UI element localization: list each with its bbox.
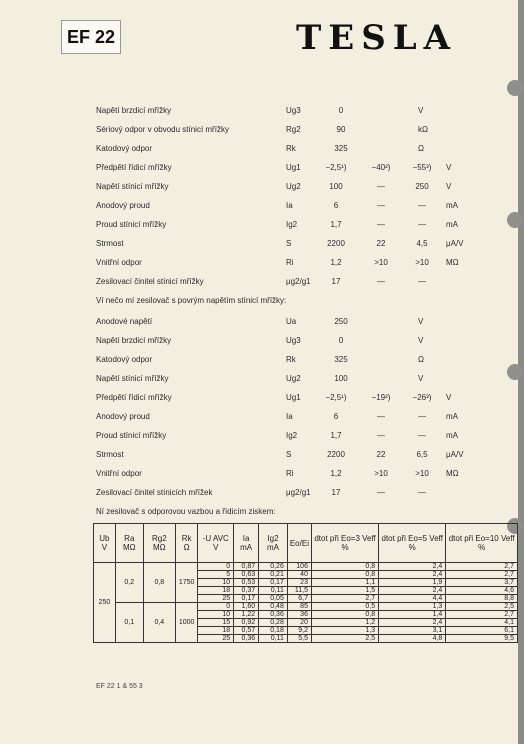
table-cell: 1,5	[311, 587, 378, 595]
parameter-value: >10	[374, 258, 388, 267]
table-cell: 0,48	[259, 603, 288, 611]
parameter-value: 90	[336, 125, 346, 134]
parameter-symbol: μg2/g1	[286, 488, 311, 497]
parameter-value: 1,7	[330, 431, 342, 440]
parameter-value: 22	[376, 450, 386, 459]
table-cell: 3,7	[446, 579, 518, 587]
parameter-value: 4,5	[416, 239, 428, 248]
punch-hole	[507, 364, 523, 380]
parameter-value: −2,5¹)	[325, 163, 347, 172]
table-header-cell: Eo/Ei	[287, 524, 311, 563]
parameter-label: Proud stínicí mřížky	[96, 431, 167, 440]
table-cell: 2,5	[446, 603, 518, 611]
parameter-value: 6,5	[416, 450, 428, 459]
table-cell: 4,4	[379, 595, 446, 603]
table-cell: 18	[198, 627, 234, 635]
parameter-symbol: μg2/g1	[286, 277, 311, 286]
table-cell: 0,21	[259, 571, 288, 579]
parameter-value: −40²)	[371, 163, 391, 172]
table-row	[94, 603, 518, 611]
parameter-unit: V	[418, 317, 424, 326]
table-cell: 85	[287, 603, 311, 611]
table-cell: 0,37	[234, 587, 259, 595]
parameter-label: Anodový proud	[96, 201, 150, 210]
table-cell: 1,1	[311, 579, 378, 587]
table-header-cell: Ia mA	[234, 524, 259, 563]
parameter-unit: V	[418, 374, 424, 383]
parameter-value: −19²)	[371, 393, 391, 402]
parameter-unit: mA	[446, 220, 458, 229]
table-cell: 0,17	[234, 595, 259, 603]
table-header-cell: Rg2 MΩ	[143, 524, 175, 563]
parameter-unit: μA/V	[446, 450, 464, 459]
parameter-value: 17	[331, 488, 341, 497]
brand-logo: TESLA	[296, 18, 458, 58]
parameter-label: Sériový odpor v obvodu stínicí mřížky	[96, 125, 229, 134]
table-cell: 0,17	[259, 579, 288, 587]
parameter-label: Vnitřní odpor	[96, 469, 142, 478]
table-cell: 0,57	[234, 627, 259, 635]
model-label: EF 22	[61, 20, 121, 54]
table-cell: 4,1	[446, 619, 518, 627]
table-cell: 6,1	[446, 627, 518, 635]
table-cell: 0,8	[311, 611, 378, 619]
table-cell: 6,7	[287, 595, 311, 603]
parameter-value: −55³)	[412, 163, 432, 172]
parameter-unit: MΩ	[446, 258, 459, 267]
table-cell: 40	[287, 571, 311, 579]
parameter-value: 1,2	[330, 258, 342, 267]
parameter-symbol: Rk	[286, 355, 296, 364]
parameter-value: 2200	[327, 450, 345, 459]
parameter-label: Vnitřní odpor	[96, 258, 142, 267]
table-cell: 2,5	[311, 635, 378, 643]
parameter-value: 325	[334, 144, 348, 153]
table-cell: 15	[198, 619, 234, 627]
parameter-label: Napětí brzdicí mřížky	[96, 106, 172, 115]
table-cell: 2,4	[379, 571, 446, 579]
table-cell: 106	[287, 563, 311, 571]
table-cell: 18	[198, 587, 234, 595]
parameter-label: Napětí stínicí mřížky	[96, 374, 169, 383]
rk-cell: 1750	[175, 563, 198, 603]
parameter-symbol: Rg2	[286, 125, 301, 134]
rg2-cell: 0,8	[143, 563, 175, 603]
parameter-value: —	[377, 201, 385, 210]
table-cell: 1,2	[311, 619, 378, 627]
table-cell: 1,60	[234, 603, 259, 611]
parameter-value: —	[377, 182, 385, 191]
section-3-title: Ní zesilovač s odporovou vazbou a řídicím ziskem:	[96, 507, 276, 516]
table-cell: 0,36	[234, 635, 259, 643]
table-cell: 0,11	[259, 587, 288, 595]
table-cell: 9,5	[446, 635, 518, 643]
footer-code: EF 22 1 & 55 3	[96, 683, 143, 690]
table-header-cell: Ra MΩ	[115, 524, 143, 563]
parameter-unit: mA	[446, 201, 458, 210]
parameter-symbol: Ug3	[286, 336, 301, 345]
table-header-row	[94, 524, 518, 563]
parameter-value: —	[418, 412, 426, 421]
table-cell: 9,2	[287, 627, 311, 635]
table-cell: 1,9	[379, 579, 446, 587]
parameter-label: Proud stínicí mřížky	[96, 220, 167, 229]
table-header-cell: dtot při Eo=10 Veff %	[446, 524, 518, 563]
parameter-value: >10	[374, 469, 388, 478]
table-cell: 0	[198, 563, 234, 571]
parameter-value: >10	[415, 258, 429, 267]
table-cell: 11,5	[287, 587, 311, 595]
table-cell: 2,7	[446, 571, 518, 579]
table-cell: 0,18	[259, 627, 288, 635]
parameter-value: 0	[338, 336, 344, 345]
parameter-value: 2200	[327, 239, 345, 248]
ra-cell: 0,1	[115, 603, 143, 643]
parameter-value: —	[418, 488, 426, 497]
table-cell: 10	[198, 611, 234, 619]
table-cell: 1,4	[379, 611, 446, 619]
parameter-label: Katodový odpor	[96, 355, 153, 364]
parameter-value: —	[377, 488, 385, 497]
parameter-symbol: Ug2	[286, 374, 301, 383]
parameter-value: —	[377, 220, 385, 229]
parameter-label: Anodový proud	[96, 412, 150, 421]
table-cell: 0,5	[311, 603, 378, 611]
parameter-value: 325	[334, 355, 348, 364]
parameter-value: 17	[331, 277, 341, 286]
parameter-value: 22	[376, 239, 386, 248]
table-cell: 25	[198, 595, 234, 603]
parameter-value: —	[418, 201, 426, 210]
table-cell: 2,7	[446, 611, 518, 619]
table-header-cell: -U AVC V	[198, 524, 234, 563]
parameter-label: Předpětí řídicí mřížky	[96, 393, 172, 402]
parameter-unit: kΩ	[418, 125, 428, 134]
table-cell: 0,26	[259, 563, 288, 571]
ra-cell: 0,2	[115, 563, 143, 603]
parameter-symbol: Ug3	[286, 106, 301, 115]
table-header-cell: Ig2 mA	[259, 524, 288, 563]
parameter-label: Předpětí řídicí mřížky	[96, 163, 172, 172]
parameter-value: 1,2	[330, 469, 342, 478]
parameter-unit: V	[446, 163, 452, 172]
parameter-symbol: Ia	[286, 412, 293, 421]
parameter-symbol: S	[286, 450, 292, 459]
parameter-label: Strmost	[96, 450, 124, 459]
parameter-value: —	[377, 431, 385, 440]
table-row	[94, 563, 518, 571]
parameter-value: 6	[333, 412, 339, 421]
table-cell: 4,6	[446, 587, 518, 595]
parameter-unit: V	[418, 336, 424, 345]
parameter-symbol: Ia	[286, 201, 293, 210]
table-cell: 1,22	[234, 611, 259, 619]
ub-cell: 250	[94, 563, 116, 643]
table-cell: 0,05	[259, 595, 288, 603]
parameter-symbol: S	[286, 239, 292, 248]
parameter-unit: MΩ	[446, 469, 459, 478]
parameter-symbol: Ri	[286, 469, 294, 478]
parameter-unit: mA	[446, 412, 458, 421]
parameter-label: Katodový odpor	[96, 144, 153, 153]
parameter-symbol: Ua	[286, 317, 297, 326]
parameter-unit: mA	[446, 431, 458, 440]
table-cell: 1,3	[379, 603, 446, 611]
table-cell: 0,92	[234, 619, 259, 627]
table-cell: 3,1	[379, 627, 446, 635]
parameter-value: 250	[334, 317, 348, 326]
table-cell: 4,8	[379, 635, 446, 643]
parameter-unit: V	[418, 106, 424, 115]
parameter-symbol: Ug1	[286, 393, 301, 402]
parameter-unit: Ω	[418, 355, 424, 364]
parameter-value: 100	[334, 374, 348, 383]
parameter-unit: Ω	[418, 144, 424, 153]
table-cell: 1,3	[311, 627, 378, 635]
table-cell: 0,87	[234, 563, 259, 571]
table-cell: 20	[287, 619, 311, 627]
parameter-label: Napětí brzdicí mřížky	[96, 336, 172, 345]
table-header-cell: Rk Ω	[175, 524, 198, 563]
amplifier-table	[93, 523, 518, 643]
parameter-symbol: Ri	[286, 258, 294, 267]
table-cell: 0,11	[259, 635, 288, 643]
table-cell: 8,8	[446, 595, 518, 603]
table-cell: 23	[287, 579, 311, 587]
table-cell: 2,4	[379, 619, 446, 627]
parameter-unit: V	[446, 182, 452, 191]
parameter-value: —	[418, 277, 426, 286]
table-cell: 0,8	[311, 571, 378, 579]
parameter-value: 1,7	[330, 220, 342, 229]
parameter-value: —	[418, 220, 426, 229]
table-cell: 0,53	[234, 579, 259, 587]
table-cell: 2,7	[311, 595, 378, 603]
parameter-value: —	[418, 431, 426, 440]
parameter-label: Zesilovací činitel stínicí mřížky	[96, 277, 204, 286]
table-cell: 5,5	[287, 635, 311, 643]
table-cell: 10	[198, 579, 234, 587]
parameter-value: —	[377, 277, 385, 286]
parameter-value: 100	[329, 182, 343, 191]
table-cell: 2,4	[379, 563, 446, 571]
parameter-value: −26³)	[412, 393, 432, 402]
parameter-unit: μA/V	[446, 239, 464, 248]
parameter-value: −2,5¹)	[325, 393, 347, 402]
section-2-title: Ví nečo mí zesilovač s povrým napětím stínicí mřížky:	[96, 296, 287, 305]
parameter-unit: V	[446, 393, 452, 402]
rg2-cell: 0,4	[143, 603, 175, 643]
parameter-value: —	[377, 412, 385, 421]
parameter-value: 6	[333, 201, 339, 210]
parameter-label: Strmost	[96, 239, 124, 248]
table-cell: 0,63	[234, 571, 259, 579]
table-cell: 0,36	[259, 611, 288, 619]
punch-hole	[507, 80, 523, 96]
table-cell: 2,4	[379, 587, 446, 595]
table-cell: 0,8	[311, 563, 378, 571]
parameter-value: 0	[338, 106, 344, 115]
table-cell: 0,28	[259, 619, 288, 627]
table-cell: 36	[287, 611, 311, 619]
parameter-symbol: Ug1	[286, 163, 301, 172]
rk-cell: 1000	[175, 603, 198, 643]
parameter-symbol: Ig2	[286, 220, 298, 229]
punch-hole	[507, 212, 523, 228]
table-cell: 2,7	[446, 563, 518, 571]
parameter-label: Napětí stínicí mřížky	[96, 182, 169, 191]
table-header-cell: Ub V	[94, 524, 116, 563]
table-header-cell: dtot při Eo=3 Veff %	[311, 524, 378, 563]
parameter-label: Anodové napětí	[96, 317, 153, 326]
parameter-value: 250	[415, 182, 429, 191]
parameter-symbol: Rk	[286, 144, 296, 153]
parameter-label: Zesilovací činitel stínicích mřížek	[96, 488, 213, 497]
table-cell: 25	[198, 635, 234, 643]
parameter-symbol: Ug2	[286, 182, 301, 191]
parameter-value: >10	[415, 469, 429, 478]
table-header-cell: dtot při Eo=5 Veff %	[379, 524, 446, 563]
table-cell: 5	[198, 571, 234, 579]
parameter-symbol: Ig2	[286, 431, 298, 440]
table-cell: 0	[198, 603, 234, 611]
